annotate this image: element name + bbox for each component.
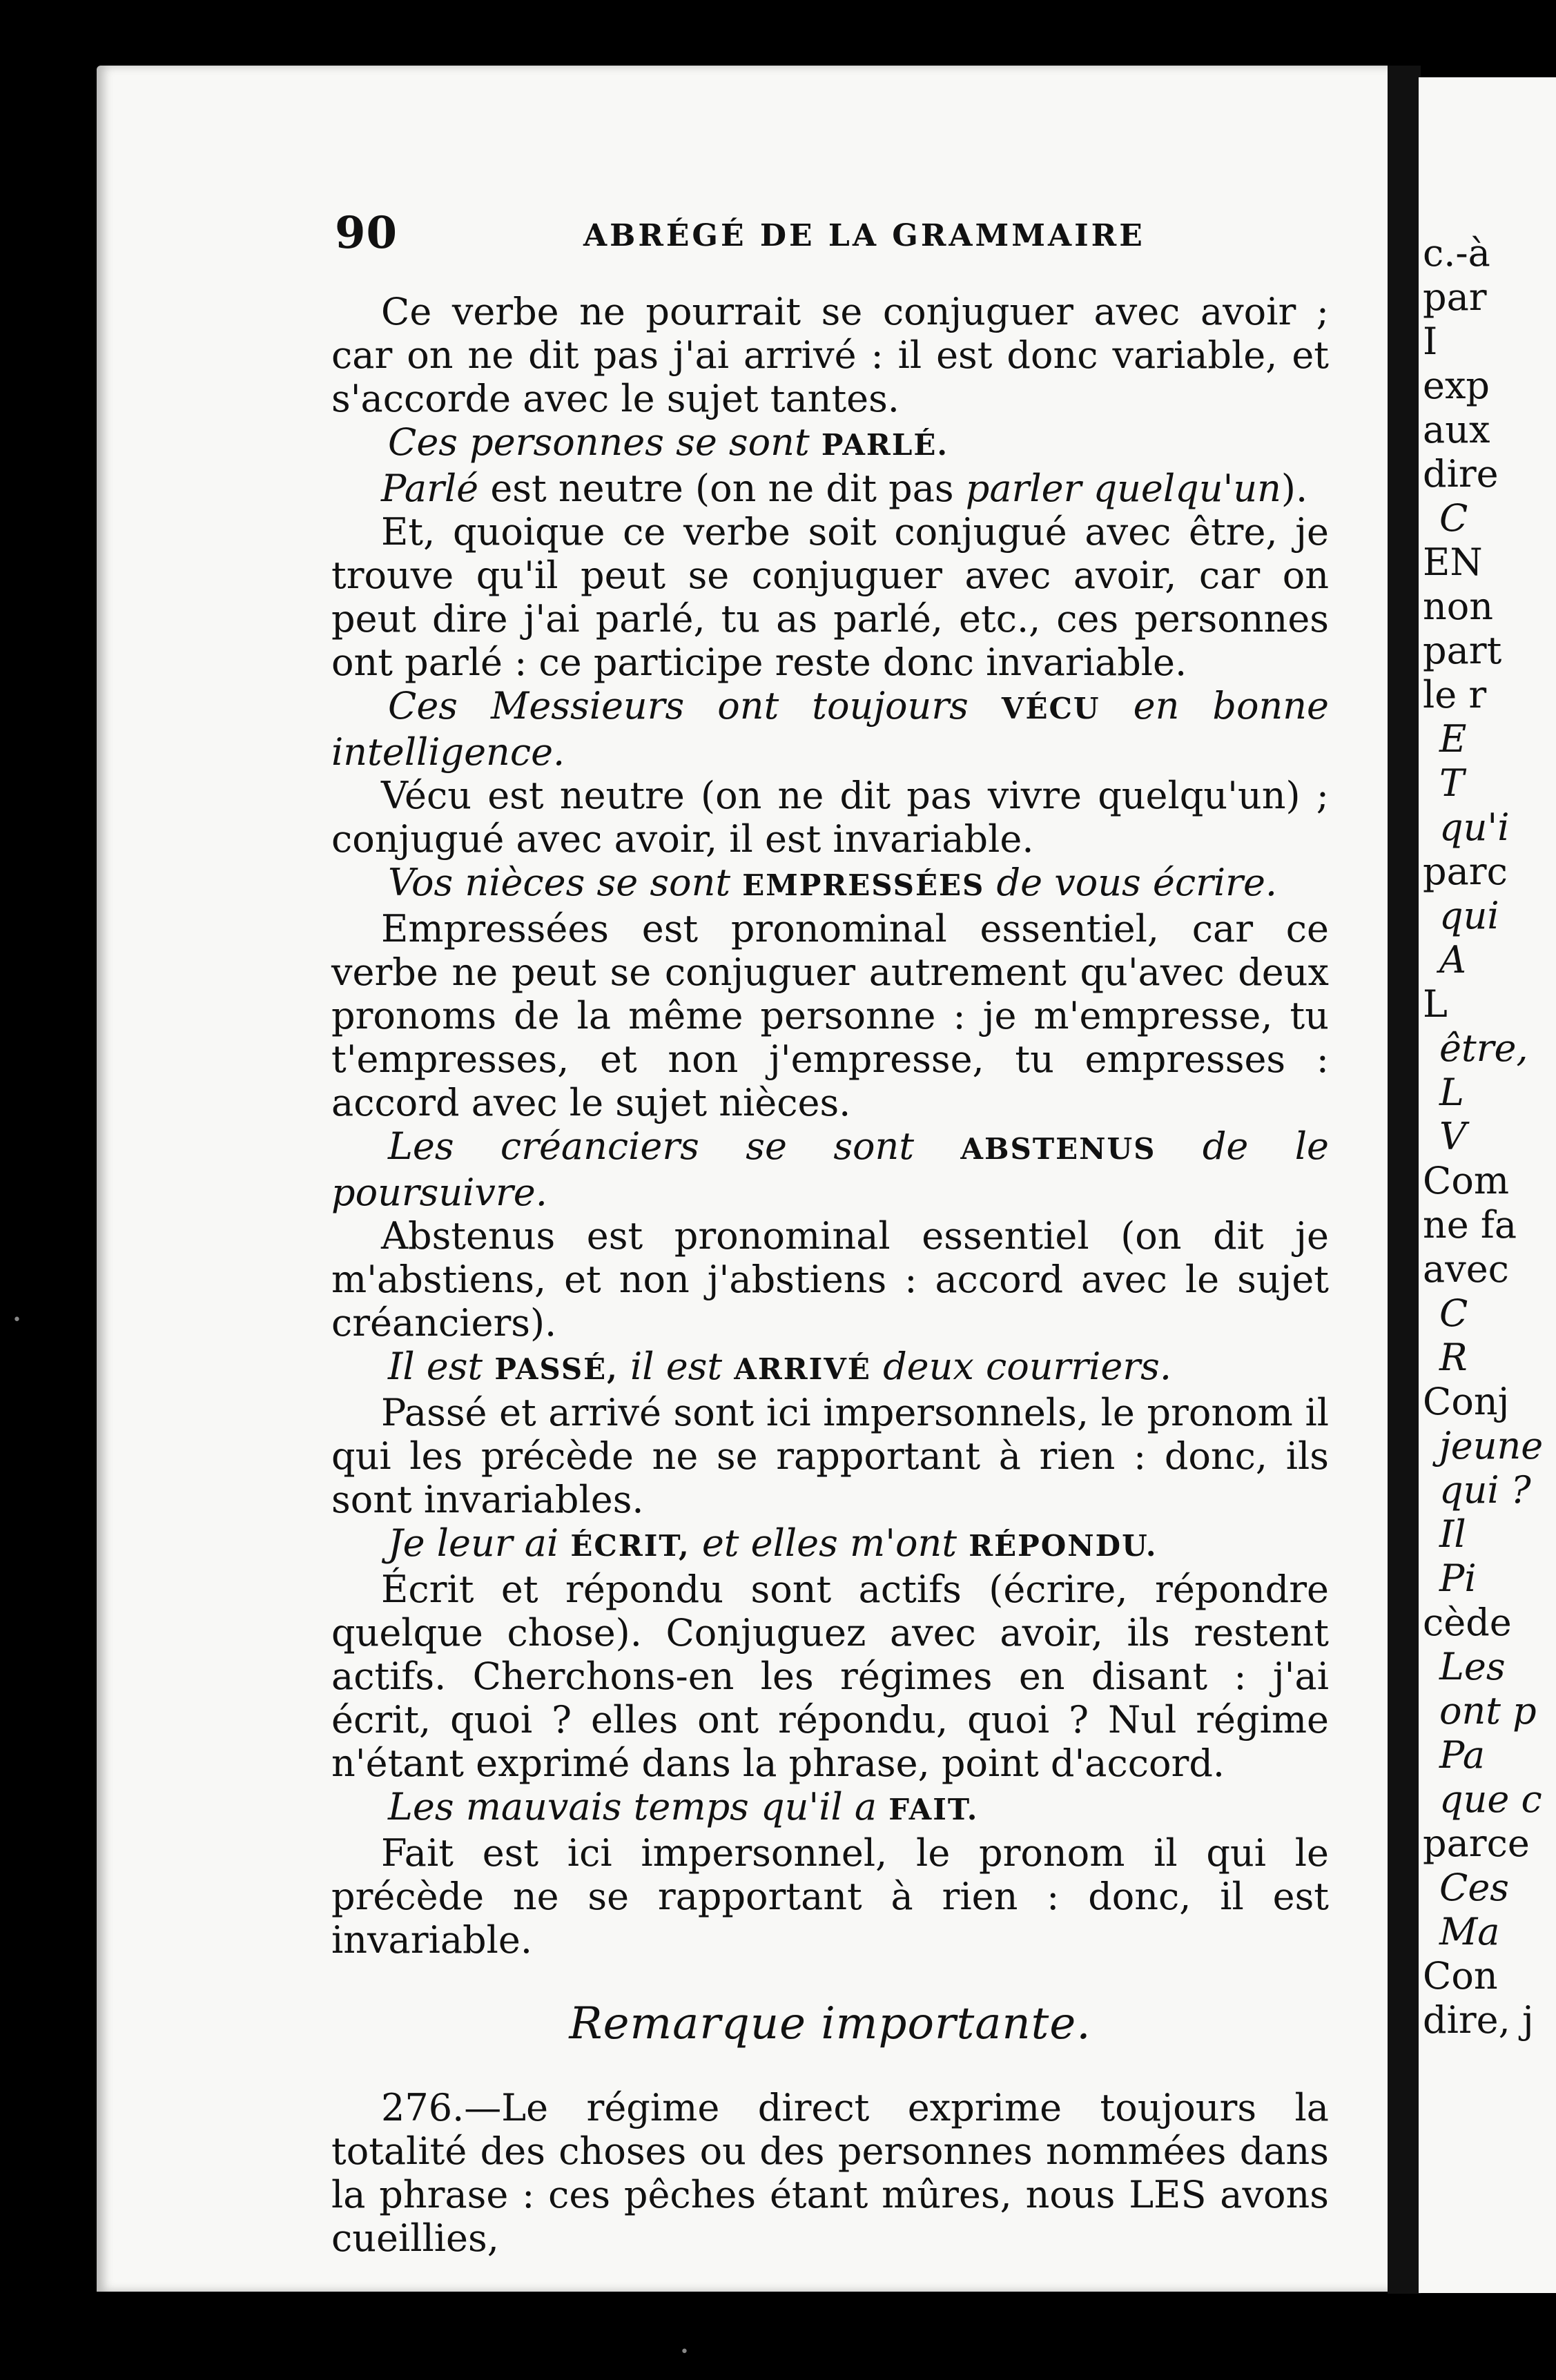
next-page-line: qui [1439, 894, 1499, 937]
paragraph-text: est neutre (on ne dit pas [478, 467, 966, 510]
next-page-line: que c [1439, 1777, 1542, 1821]
next-page-line: L [1439, 1071, 1464, 1114]
example-text: de vous écrire. [996, 861, 1278, 904]
next-page-line: aux [1423, 408, 1490, 451]
next-page-line: T [1439, 761, 1465, 805]
next-page-line: V [1439, 1115, 1466, 1158]
paragraph: Abstenus est pronominal essentiel (on dit je m'abstiens, et non j'abstiens : accord avec le sujet créanciers). [331, 1214, 1329, 1345]
next-page-line: E [1439, 717, 1467, 761]
next-page-line: Les [1439, 1645, 1506, 1688]
example-text: Ces personnes se sont [388, 420, 810, 464]
example-text: il est [630, 1345, 723, 1388]
next-page-line: cède [1423, 1601, 1512, 1644]
next-page-line: non [1423, 585, 1494, 628]
example-participle: ABSTENUS [960, 1132, 1156, 1166]
example-participle: PASSÉ, [494, 1352, 619, 1386]
next-page-line: Il [1439, 1512, 1466, 1556]
next-page-line: qu'i [1439, 806, 1510, 849]
next-page-line: par [1423, 275, 1487, 319]
paragraph: Passé et arrivé sont ici impersonnels, le pronom il qui les précède ne se rapportant à rien : donc, ils sont invariables. [331, 1391, 1329, 1521]
paragraph: Ce verbe ne pourrait se conjuguer avec avoir ; car on ne dit pas j'ai arrivé : il est donc variable, et s'accorde avec le sujet tantes. [331, 290, 1329, 420]
example-sentence [331, 861, 1329, 907]
example-participle: ÉCRIT, [570, 1529, 690, 1563]
page-number: 90 [335, 207, 398, 259]
next-page-line: Conj [1423, 1380, 1510, 1423]
section-heading: Remarque importante. [569, 1998, 1091, 2049]
term: Parlé [381, 467, 479, 510]
example-text: Je leur ai [388, 1521, 559, 1565]
next-page-line: C [1439, 496, 1468, 540]
next-page-line: parce [1423, 1822, 1530, 1865]
term: parler quelqu'un [965, 467, 1281, 510]
next-page-line: R [1439, 1336, 1468, 1379]
next-page-fragment [1419, 77, 1556, 2293]
next-page-line: Ces [1439, 1866, 1509, 1909]
next-page-line: C [1439, 1291, 1468, 1335]
paragraph: Vécu est neutre (on ne dit pas vivre quelqu'un) ; conjugué avec avoir, il est invariable. [331, 774, 1329, 861]
next-page-line: c.-à [1423, 231, 1490, 275]
example-text: Il est [388, 1345, 483, 1388]
example-sentence [331, 684, 1329, 774]
next-page-line: Pi [1439, 1557, 1477, 1600]
next-page-line: ont p [1439, 1689, 1537, 1733]
next-page-line: part [1423, 629, 1502, 672]
example-text: Les créanciers se sont [388, 1124, 915, 1168]
next-page-line: Pa [1439, 1733, 1486, 1777]
paragraph: Et, quoique ce verbe soit conjugué avec être, je trouve qu'il peut se conjuguer avec avoir, car on peut dire j'ai parlé, tu as parlé, etc., ces personnes ont parlé : ce participe reste donc invariable. [331, 510, 1329, 684]
next-page-line: Ma [1439, 1910, 1500, 1953]
next-page-line: EN [1423, 540, 1483, 584]
example-sentence [331, 1785, 1329, 1831]
next-page-line: être, [1439, 1026, 1528, 1070]
example-participle: PARLÉ. [821, 428, 949, 462]
example-participle: ARRIVÉ [734, 1352, 871, 1386]
page-body [331, 290, 1329, 2260]
paragraph: 276.—Le régime direct exprime toujours la totalité des choses ou des personnes nommées dans la phrase : ces pêches étant mûres, nous LES avons cueillies, [331, 2086, 1329, 2260]
next-page-line: dire, j [1423, 1998, 1534, 2042]
scan-speck: • [12, 1311, 21, 1329]
example-text: en bonne intelligence. [331, 684, 1329, 774]
scan-speck: • [680, 2343, 689, 2361]
example-sentence [331, 1521, 1329, 1568]
next-page-line: le r [1423, 673, 1487, 716]
next-page-line: qui ? [1439, 1468, 1531, 1512]
example-participle: FAIT. [888, 1793, 979, 1826]
next-page-line: Con [1423, 1954, 1498, 1998]
paragraph: Écrit et répondu sont actifs (écrire, répondre quelque chose). Conjuguez avec avoir, ils restent actifs. Cherchons-en les régimes en disant : j'ai écrit, quoi ? elles ont répondu, quoi ? Nul régime n'étant exprimé dans la phrase, point d'accord. [331, 1568, 1329, 1785]
next-page-line: exp [1423, 364, 1490, 407]
next-page-line: A [1439, 938, 1466, 982]
example-participle: EMPRESSÉES [742, 868, 985, 902]
paragraph: Fait est ici impersonnel, le pronom il qui le précède ne se rapportant à rien : donc, il est invariable. [331, 1831, 1329, 1962]
example-text: Vos nièces se sont [388, 861, 731, 904]
paragraph [331, 467, 1329, 510]
example-text: deux courriers. [883, 1345, 1172, 1388]
example-participle: RÉPONDU. [969, 1529, 1158, 1563]
next-page-line: ne fa [1423, 1203, 1517, 1247]
next-page-line: L [1423, 982, 1448, 1026]
example-participle: VÉCU [1001, 692, 1100, 725]
example-sentence [331, 420, 1329, 467]
paragraph: Empressées est pronominal essentiel, car ce verbe ne peut se conjuguer autrement qu'avec deux pronoms de la même personne : je m'empresse, tu t'empresses, et non j'empresse, tu empresses : accord avec le sujet nièces. [331, 907, 1329, 1124]
next-page-line: Com [1423, 1159, 1510, 1202]
example-text: Ces Messieurs ont toujours [388, 684, 969, 728]
example-sentence [331, 1124, 1329, 1214]
next-page-line: jeune [1439, 1424, 1544, 1467]
next-page-line: avec [1423, 1247, 1509, 1291]
next-page-line: I [1423, 320, 1438, 363]
page-gutter [1388, 66, 1421, 2294]
example-sentence [331, 1345, 1329, 1391]
paragraph-text: ). [1281, 467, 1308, 510]
example-text: Les mauvais temps qu'il a [388, 1785, 877, 1828]
example-text: de le poursuivre. [331, 1124, 1329, 1214]
running-title: ABRÉGÉ DE LA GRAMMAIRE [583, 218, 1145, 253]
next-page-line: dire [1423, 452, 1499, 496]
example-text: et elles m'ont [701, 1521, 957, 1565]
page-header [335, 207, 1329, 262]
next-page-line: parc [1423, 850, 1508, 893]
